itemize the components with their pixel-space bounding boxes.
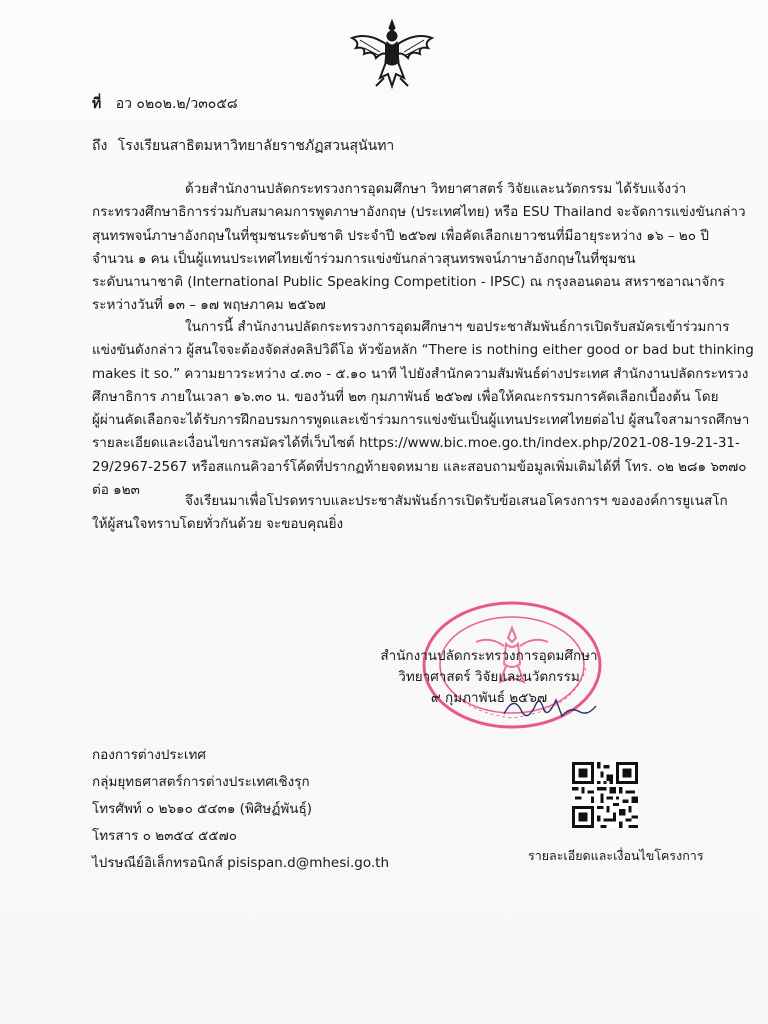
- reference-line: [92, 93, 238, 115]
- handwritten-signature-icon: [500, 686, 600, 726]
- contact-phone: โทรศัพท์ ๐ ๒๖๑๐ ๕๔๓๑ (พิศิษฏ์พันธุ์): [92, 801, 313, 817]
- recipient-label: ถึง: [92, 138, 108, 154]
- body-paragraph-1: [92, 178, 746, 318]
- paragraph-line: ในการนี้ สำนักงานปลัดกระทรวงการอุดมศึกษาฯ ขอประชาสัมพันธ์การเปิดรับสมัครเข้าร่วมการ: [185, 319, 730, 335]
- recipient-name: โรงเรียนสาธิตมหาวิทยาลัยราชภัฏสวนสุนันทา: [117, 138, 395, 154]
- signer-organization: สำนักงานปลัดกระทรวงการอุดมศึกษา: [380, 648, 598, 664]
- body-paragraph-3: [92, 490, 728, 537]
- reference-label: ที่: [92, 96, 102, 112]
- paragraph-line: สุนทรพจน์ภาษาอังกฤษในที่ชุมชนระดับชาติ ประจำปี ๒๕๖๗ เพื่อคัดเลือกเยาวชนที่มีอายุระหว่าง ๑๖ – ๒๐ ปี: [92, 227, 709, 244]
- paragraph-line: จึงเรียนมาเพื่อโปรดทราบและประชาสัมพันธ์การเปิดรับข้อเสนอโครงการฯ ขององค์การยูเนสโก: [185, 493, 728, 509]
- paragraph-line: ระหว่างวันที่ ๑๓ – ๑๗ พฤษภาคม ๒๕๖๗: [92, 297, 326, 314]
- paragraph-line: รายละเอียดและเงื่อนไขการสมัครได้ที่เว็บไซต์ https://www.bic.moe.go.th/index.php/2021-08-19-21-31-: [92, 435, 740, 452]
- contact-group: กลุ่มยุทธศาสตร์การต่างประเทศเชิงรุก: [92, 774, 310, 790]
- paragraph-line: ด้วยสำนักงานปลัดกระทรวงการอุดมศึกษา วิทยาศาสตร์ วิจัยและนวัตกรรม ได้รับแจ้งว่า: [185, 181, 687, 197]
- paragraph-line: กระทรวงศึกษาธิการร่วมกับสมาคมการพูดภาษาอังกฤษ (ประเทศไทย) หรือ ESU Thailand จะจัดการแข่งขันกล่าว: [92, 204, 746, 221]
- signer-organization-line2: วิทยาศาสตร์ วิจัยและนวัตกรรม: [398, 669, 580, 685]
- paragraph-line: แข่งขันดังกล่าว ผู้สนใจจะต้องจัดส่งคลิปวิดีโอ หัวข้อหลัก “There is nothing either good or bad but thinking: [92, 342, 754, 359]
- contact-division: กองการต่างประเทศ: [92, 747, 206, 763]
- paragraph-line: ต่อ ๑๒๓: [92, 482, 140, 499]
- body-paragraph-2: [92, 316, 754, 502]
- garuda-emblem-icon: [346, 18, 438, 90]
- paragraph-line: 29/2967-2567 หรือสแกนคิวอาร์โค้ดที่ปรากฏท้ายจดหมาย และสอบถามข้อมูลเพิ่มเติมได้ที่ โทร. ๐๒ ๒๘๑ ๖๓๗๐: [92, 458, 747, 475]
- paragraph-line: ผู้ผ่านคัดเลือกจะได้รับการฝึกอบรมการพูดและเข้าร่วมการแข่งขันเป็นผู้แทนประเทศไทยต่อไป ผู้สนใจสามารถศึกษา: [92, 412, 750, 429]
- reference-number: อว ๐๒๐๒.๒/ว๓๐๕๘: [115, 96, 238, 112]
- paragraph-line: ให้ผู้สนใจทราบโดยทั่วกันด้วย จะขอบคุณยิ่ง: [92, 516, 344, 533]
- qr-caption: รายละเอียดและเงื่อนไขโครงการ: [528, 848, 704, 863]
- paragraph-line: makes it so.” ความยาวระหว่าง ๔.๓๐ - ๕.๑๐ นาที ไปยังสำนักความสัมพันธ์ต่างประเทศ สำนักงานปลัดกระทรวง: [92, 365, 749, 382]
- paragraph-line: ศึกษาธิการ ภายในเวลา ๑๖.๓๐ น. ของวันที่ ๒๓ กุมภาพันธ์ ๒๕๖๗ เพื่อให้คณะกรรมการคัดเลือกเบื้องต้น โดย: [92, 388, 719, 405]
- contact-email: ไปรษณีย์อิเล็กทรอนิกส์ pisispan.d@mhesi.go.th: [92, 855, 390, 871]
- paragraph-line: ระดับนานาชาติ (International Public Speaking Competition - IPSC) ณ กรุงลอนดอน สหราชอาณาจักร: [92, 274, 725, 291]
- signature-date: ๙ กุมภาพันธ์ ๒๕๖๗: [430, 690, 548, 706]
- contact-fax: โทรสาร ๐ ๒๓๕๔ ๕๕๗๐: [92, 828, 237, 844]
- qr-code[interactable]: [572, 762, 638, 828]
- contact-block: [92, 742, 389, 877]
- paragraph-line: จำนวน ๑ คน เป็นผู้แทนประเทศไทยเข้าร่วมการแข่งขันกล่าวสุนทรพจน์ภาษาอังกฤษในที่ชุมชน: [92, 250, 636, 267]
- recipient-line: [92, 135, 394, 157]
